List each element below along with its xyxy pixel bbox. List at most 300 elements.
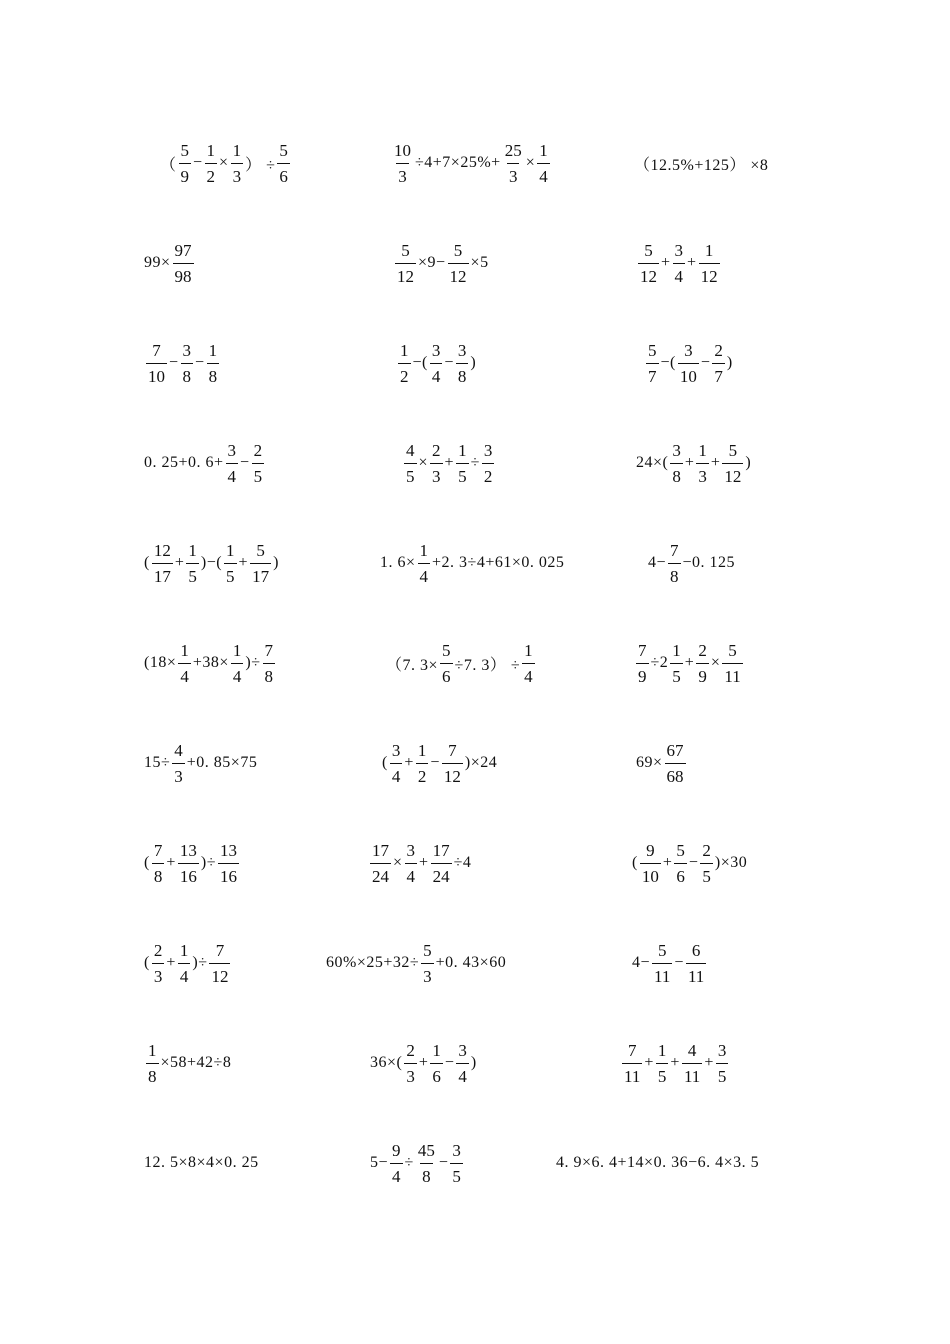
fraction xyxy=(674,842,687,885)
fraction xyxy=(231,642,244,685)
denominator: 11 xyxy=(686,963,706,985)
fraction xyxy=(178,842,199,885)
problem-r4c3 xyxy=(636,433,751,493)
problem-r3c3 xyxy=(644,333,733,393)
numerator: 3 xyxy=(227,440,237,460)
numerator: 13 xyxy=(219,840,237,860)
fraction xyxy=(226,442,239,485)
fraction xyxy=(686,942,706,985)
problem-r2c3 xyxy=(636,233,722,293)
expression-text: （ xyxy=(160,156,177,174)
problem-r6c1 xyxy=(144,633,277,693)
numerator: 1 xyxy=(698,440,707,460)
denominator: 6 xyxy=(430,1063,443,1085)
denominator: 2 xyxy=(398,363,411,385)
denominator: 4 xyxy=(226,463,239,485)
numerator: 1 xyxy=(657,1040,667,1060)
fraction xyxy=(205,142,218,185)
fraction xyxy=(678,342,699,385)
expression-text: × xyxy=(525,154,536,171)
denominator: 12 xyxy=(638,263,659,285)
denominator: 3 xyxy=(231,163,244,185)
expression-text: ÷ xyxy=(404,1154,414,1171)
numerator: 97 xyxy=(174,240,192,260)
numerator: 1 xyxy=(232,640,242,660)
expression-text: − xyxy=(430,754,440,771)
numerator: 3 xyxy=(458,1040,467,1060)
numerator: 1 xyxy=(400,340,409,360)
expression-text: + xyxy=(174,554,185,571)
expression-text: ×9− xyxy=(418,254,446,271)
fraction xyxy=(430,442,443,485)
denominator: 7 xyxy=(646,363,659,385)
denominator: 8 xyxy=(420,1163,433,1185)
numerator: 4 xyxy=(406,440,415,460)
fraction xyxy=(456,1042,469,1085)
denominator: 12 xyxy=(395,263,416,285)
expression-text: ) xyxy=(470,1054,477,1071)
denominator: 4 xyxy=(456,1063,469,1085)
fraction xyxy=(146,342,167,385)
denominator: 10 xyxy=(678,363,699,385)
expression-text: （7. 3× xyxy=(386,656,439,674)
expression-text: ) xyxy=(745,454,752,471)
expression-text: − xyxy=(438,1154,449,1171)
denominator: 3 xyxy=(507,163,520,185)
denominator: 16 xyxy=(178,863,199,885)
numerator: 1 xyxy=(206,140,216,160)
expression-text: ） ÷ xyxy=(245,156,276,174)
numerator: 1 xyxy=(179,940,189,960)
numerator: 3 xyxy=(684,340,693,360)
problem-r2c1 xyxy=(144,233,196,293)
fraction xyxy=(224,542,237,585)
fraction xyxy=(173,242,194,285)
fraction xyxy=(404,442,417,485)
denominator: 9 xyxy=(636,663,649,685)
expression-text: 1. 6× xyxy=(380,554,416,571)
fraction xyxy=(398,342,411,385)
denominator: 7 xyxy=(712,363,725,385)
fraction xyxy=(537,142,550,185)
fraction xyxy=(448,242,469,285)
numerator: 7 xyxy=(670,540,679,560)
fraction xyxy=(405,842,418,885)
denominator: 9 xyxy=(696,663,709,685)
expression-text: 4. 9×6. 4+14×0. 36−6. 4×3. 5 xyxy=(556,1154,760,1171)
numerator: 2 xyxy=(698,640,707,660)
expression-text: ) xyxy=(726,354,733,371)
expression-text: ( xyxy=(144,954,150,971)
fraction xyxy=(263,642,276,685)
numerator: 2 xyxy=(714,340,723,360)
numerator: 1 xyxy=(458,440,467,460)
expression-text: ×5 xyxy=(470,254,489,271)
fraction xyxy=(699,242,720,285)
expression-text: −( xyxy=(412,354,428,371)
expression-text: + xyxy=(662,854,673,871)
expression-text: 60%×25+32÷ xyxy=(326,954,420,971)
denominator: 6 xyxy=(440,663,453,685)
fraction xyxy=(179,142,192,185)
expression-text: − xyxy=(444,1054,455,1071)
expression-text: )÷ xyxy=(245,654,261,671)
numerator: 5 xyxy=(453,240,463,260)
denominator: 5 xyxy=(450,1163,463,1185)
fraction xyxy=(207,342,220,385)
expression-text: ÷ xyxy=(470,454,480,471)
expression-text: + xyxy=(710,454,721,471)
expression-text: )−( xyxy=(200,554,223,571)
denominator: 3 xyxy=(430,463,443,485)
denominator: 2 xyxy=(482,463,495,485)
denominator: 8 xyxy=(668,563,681,585)
expression-text: ×58+42÷8 xyxy=(160,1054,232,1071)
denominator: 3 xyxy=(421,963,434,985)
denominator: 12 xyxy=(448,263,469,285)
numerator: 3 xyxy=(391,740,401,760)
fraction xyxy=(390,742,403,785)
problem-r1c2 xyxy=(390,133,552,193)
problem-r8c3 xyxy=(632,833,747,893)
denominator: 98 xyxy=(173,263,194,285)
fraction xyxy=(722,442,743,485)
numerator: 12 xyxy=(153,540,171,560)
expression-text: + xyxy=(418,1054,429,1071)
fraction xyxy=(431,842,452,885)
denominator: 2 xyxy=(416,763,429,785)
expression-text: 36×( xyxy=(370,1054,403,1071)
numerator: 5 xyxy=(676,840,685,860)
problem-r8c1 xyxy=(144,833,241,893)
problem-r11c2 xyxy=(370,1133,465,1193)
problem-r4c1 xyxy=(144,433,266,493)
numerator: 5 xyxy=(728,640,737,660)
expression-text: （12.5%+125） ×8 xyxy=(634,156,769,174)
expression-text: +38× xyxy=(192,654,229,671)
denominator: 4 xyxy=(430,363,443,385)
expression-text: 4− xyxy=(648,554,667,571)
fraction xyxy=(638,242,659,285)
fraction xyxy=(370,842,391,885)
expression-text: + xyxy=(444,454,455,471)
denominator: 9 xyxy=(179,163,192,185)
expression-text: +0. 43×60 xyxy=(435,954,507,971)
denominator: 5 xyxy=(670,663,683,685)
denominator: 4 xyxy=(673,263,686,285)
numerator: 7 xyxy=(448,740,457,760)
expression-text: − xyxy=(169,354,179,371)
fraction xyxy=(416,1142,437,1185)
numerator: 67 xyxy=(666,740,684,760)
denominator: 4 xyxy=(390,1163,403,1185)
problem-r1c1 xyxy=(160,133,292,193)
numerator: 4 xyxy=(174,740,183,760)
expression-text: ( xyxy=(382,754,388,771)
expression-text: − xyxy=(240,454,250,471)
expression-text: ( xyxy=(632,854,638,871)
expression-text: ÷4 xyxy=(453,854,472,871)
numerator: 1 xyxy=(188,540,197,560)
numerator: 2 xyxy=(406,1040,415,1060)
fraction xyxy=(231,142,244,185)
denominator: 10 xyxy=(640,863,661,885)
problem-r5c3 xyxy=(648,533,735,593)
denominator: 4 xyxy=(537,163,550,185)
numerator: 5 xyxy=(657,940,667,960)
fraction xyxy=(716,1042,729,1085)
problem-r7c3 xyxy=(636,733,688,793)
numerator: 5 xyxy=(423,940,432,960)
expression-text: (18× xyxy=(144,654,177,671)
expression-text: + xyxy=(419,854,429,871)
expression-text: + xyxy=(238,554,249,571)
numerator: 7 xyxy=(152,340,161,360)
expression-text: ) xyxy=(273,554,279,571)
denominator: 12 xyxy=(699,263,720,285)
denominator: 6 xyxy=(277,163,290,185)
expression-text: + xyxy=(684,454,695,471)
numerator: 9 xyxy=(646,840,655,860)
expression-text: − xyxy=(193,154,203,171)
expression-text: ( xyxy=(144,554,150,571)
numerator: 10 xyxy=(394,140,411,160)
numerator: 7 xyxy=(627,1040,637,1060)
fraction xyxy=(670,442,683,485)
fraction xyxy=(503,142,524,185)
problem-r10c3 xyxy=(620,1033,730,1093)
numerator: 6 xyxy=(691,940,701,960)
denominator: 16 xyxy=(218,863,239,885)
denominator: 8 xyxy=(207,363,220,385)
fraction xyxy=(178,642,191,685)
numerator: 13 xyxy=(179,840,197,860)
expression-text: − xyxy=(195,354,205,371)
expression-text: )×30 xyxy=(714,854,748,871)
numerator: 7 xyxy=(264,640,274,660)
fraction xyxy=(442,742,463,785)
denominator: 3 xyxy=(152,963,165,985)
denominator: 3 xyxy=(404,1063,417,1085)
fraction xyxy=(700,842,713,885)
problem-r9c2 xyxy=(326,933,506,993)
numerator: 17 xyxy=(372,840,389,860)
numerator: 1 xyxy=(226,540,235,560)
problem-r5c2 xyxy=(380,533,564,593)
fraction xyxy=(668,542,681,585)
expression-text: +0. 85×75 xyxy=(186,754,258,771)
numerator: 1 xyxy=(148,1040,157,1060)
denominator: 17 xyxy=(152,563,173,585)
numerator: 1 xyxy=(419,540,429,560)
problem-r7c2 xyxy=(382,733,497,793)
expression-text: − xyxy=(688,854,699,871)
denominator: 12 xyxy=(442,763,463,785)
problem-r1c3 xyxy=(634,133,768,193)
denominator: 5 xyxy=(716,1063,729,1085)
numerator: 1 xyxy=(432,1040,441,1060)
numerator: 5 xyxy=(256,540,265,560)
expression-text: 99× xyxy=(144,254,171,271)
denominator: 6 xyxy=(674,863,687,885)
expression-text: 0. 25+0. 6+ xyxy=(144,454,224,471)
expression-text: + xyxy=(166,854,176,871)
expression-text: ÷7. 3） ÷ xyxy=(454,656,521,674)
numerator: 3 xyxy=(483,440,493,460)
expression-text: 12. 5×8×4×0. 25 xyxy=(144,1154,259,1171)
denominator: 5 xyxy=(656,1063,669,1085)
denominator: 4 xyxy=(231,663,244,685)
denominator: 11 xyxy=(652,963,672,985)
fraction xyxy=(404,1042,417,1085)
denominator: 5 xyxy=(224,563,237,585)
fraction xyxy=(652,942,672,985)
expression-text: × xyxy=(418,454,429,471)
fraction xyxy=(646,342,659,385)
numerator: 5 xyxy=(442,640,451,660)
fraction xyxy=(172,742,185,785)
fraction xyxy=(430,342,443,385)
expression-text: × xyxy=(219,154,229,171)
denominator: 5 xyxy=(404,463,417,485)
fraction xyxy=(418,542,431,585)
numerator: 1 xyxy=(704,240,714,260)
fraction xyxy=(152,842,165,885)
numerator: 5 xyxy=(279,140,288,160)
denominator: 3 xyxy=(396,163,409,185)
problem-r8c2 xyxy=(368,833,471,893)
fraction xyxy=(482,442,495,485)
numerator: 4 xyxy=(687,1040,697,1060)
expression-text: ÷4+7×25%+ xyxy=(415,154,501,171)
expression-text: + xyxy=(644,1054,654,1071)
denominator: 8 xyxy=(670,463,683,485)
fraction xyxy=(456,342,469,385)
problem-r5c1 xyxy=(144,533,279,593)
fraction xyxy=(722,642,742,685)
expression-text: 4− xyxy=(632,954,651,971)
expression-text: )×24 xyxy=(464,754,498,771)
expression-text: −0. 125 xyxy=(682,554,736,571)
expression-text: )÷ xyxy=(200,854,216,871)
problem-r9c3 xyxy=(632,933,708,993)
numerator: 17 xyxy=(432,840,450,860)
fraction xyxy=(178,942,191,985)
fraction xyxy=(181,342,194,385)
fraction xyxy=(218,842,239,885)
expression-text: −( xyxy=(660,354,676,371)
fraction xyxy=(421,942,434,985)
expression-text: 15÷ xyxy=(144,754,171,771)
fraction xyxy=(696,442,709,485)
fraction xyxy=(456,442,469,485)
fraction xyxy=(622,1042,642,1085)
fraction xyxy=(392,142,413,185)
numerator: 3 xyxy=(717,1040,727,1060)
expression-text: − xyxy=(700,354,711,371)
fraction xyxy=(277,142,290,185)
fraction xyxy=(146,1042,159,1085)
expression-text: + xyxy=(166,954,176,971)
numerator: 45 xyxy=(417,1140,435,1160)
fraction xyxy=(440,642,453,685)
denominator: 24 xyxy=(431,863,452,885)
problem-r3c2 xyxy=(396,333,476,393)
fraction xyxy=(209,942,230,985)
denominator: 2 xyxy=(205,163,218,185)
numerator: 3 xyxy=(457,340,467,360)
fraction xyxy=(416,742,429,785)
denominator: 11 xyxy=(722,663,742,685)
denominator: 3 xyxy=(696,463,709,485)
numerator: 3 xyxy=(182,340,192,360)
denominator: 8 xyxy=(181,363,194,385)
numerator: 7 xyxy=(215,940,225,960)
problem-r4c2 xyxy=(402,433,496,493)
denominator: 8 xyxy=(146,1063,159,1085)
numerator: 1 xyxy=(232,140,242,160)
problem-r3c1 xyxy=(144,333,221,393)
expression-text: ( xyxy=(144,854,150,871)
problem-r11c1 xyxy=(144,1133,259,1193)
numerator: 3 xyxy=(452,1140,461,1160)
numerator: 1 xyxy=(208,340,218,360)
problem-r10c2 xyxy=(370,1033,477,1093)
numerator: 7 xyxy=(638,640,647,660)
denominator: 5 xyxy=(700,863,713,885)
numerator: 2 xyxy=(253,440,263,460)
problem-r2c2 xyxy=(393,233,489,293)
denominator: 8 xyxy=(263,663,276,685)
fraction xyxy=(640,842,661,885)
fraction xyxy=(390,1142,403,1185)
problem-r11c3 xyxy=(556,1133,759,1193)
numerator: 25 xyxy=(504,140,522,160)
fraction xyxy=(636,642,649,685)
expression-text: − xyxy=(674,954,684,971)
numerator: 1 xyxy=(180,640,189,660)
denominator: 11 xyxy=(682,1063,702,1085)
expression-text: × xyxy=(710,654,721,671)
denominator: 24 xyxy=(370,863,391,885)
denominator: 5 xyxy=(252,463,265,485)
fraction xyxy=(522,642,535,685)
fraction xyxy=(252,442,265,485)
fraction xyxy=(450,1142,463,1185)
expression-text: 5− xyxy=(370,1154,389,1171)
denominator: 11 xyxy=(622,1063,642,1085)
numerator: 5 xyxy=(401,240,410,260)
expression-text: +2. 3÷4+61×0. 025 xyxy=(432,554,565,571)
numerator: 5 xyxy=(644,240,653,260)
denominator: 10 xyxy=(146,363,167,385)
numerator: 5 xyxy=(728,440,738,460)
expression-text: ÷2 xyxy=(650,654,669,671)
fraction xyxy=(152,942,165,985)
denominator: 4 xyxy=(405,863,418,885)
numerator: 3 xyxy=(674,240,684,260)
expression-text: + xyxy=(704,1054,714,1071)
denominator: 17 xyxy=(250,563,271,585)
numerator: 5 xyxy=(180,140,190,160)
denominator: 8 xyxy=(456,363,469,385)
fraction xyxy=(250,542,271,585)
denominator: 4 xyxy=(418,563,431,585)
numerator: 3 xyxy=(431,340,441,360)
denominator: 4 xyxy=(522,663,535,685)
problem-r9c1 xyxy=(144,933,232,993)
denominator: 4 xyxy=(178,663,191,685)
